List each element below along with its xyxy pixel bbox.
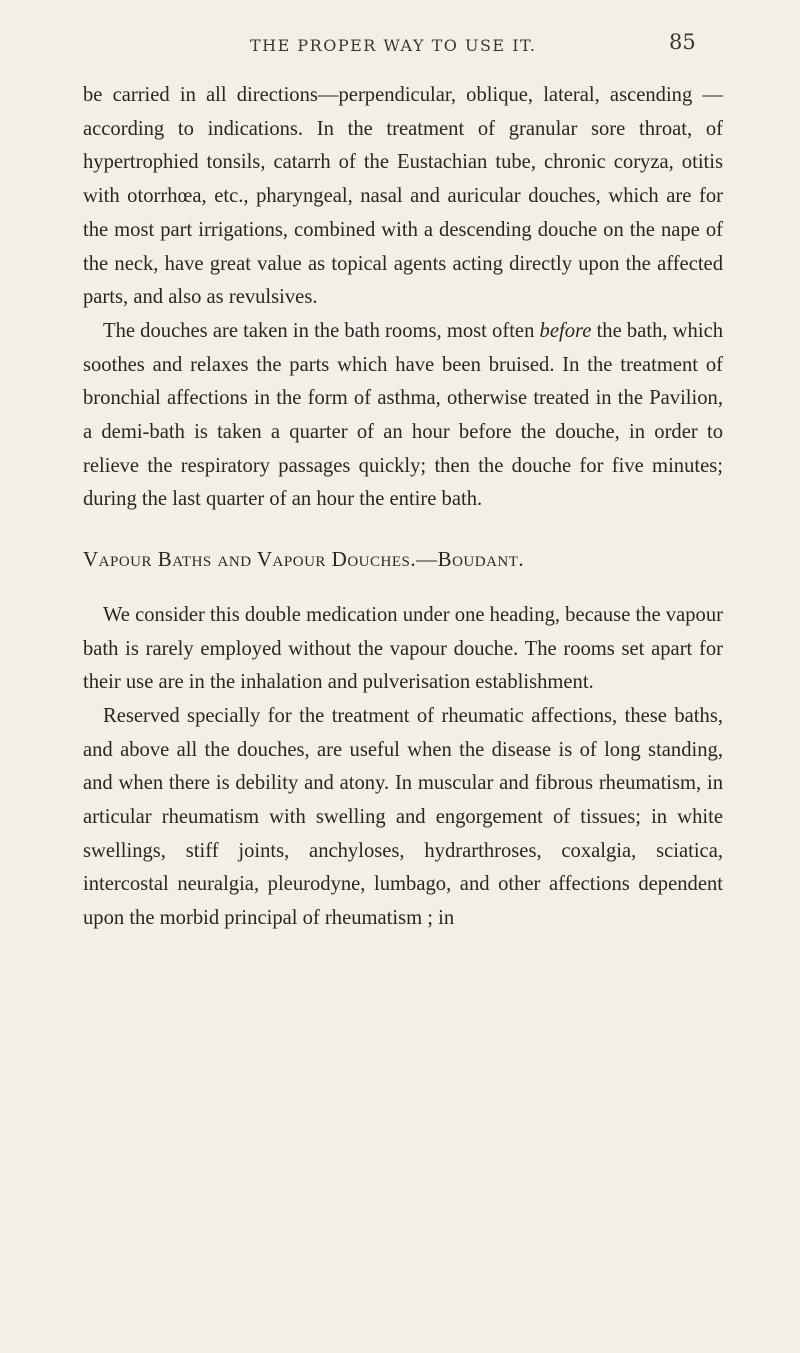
paragraph-douches [83,315,723,517]
paragraph-douches-end: the bath, which soothes and relaxes the parts which have been bruised. In the treatment of bronchial affections in the form of asthma, otherwise treated in the Pavilion, a demi-bath is taken a quarter of an hour before the douche, in order to relieve the respiratory passages quickly; then the douche for five minutes; during the last quarter of an hour the entire bath. [83,319,724,511]
paragraph-rheumatic: Reserved specially for the treatment of rheumatic affections, these baths, and above all the douches, are useful when the disease is of long standing, and when there is debility and atony. In muscular and fibrous rheumatism, in articular rheumatism with swelling and engorgement of tissues; in white swellings, stiff joints, anchyloses, hydrarthroses, coxalgia, sciatica, intercostal neuralgia, pleurodyne, lumbago, and other affections dependent upon the morbid principal of rheumatism ; in [83,704,723,930]
section-heading: Vapour Baths and Vapour Douches.—Boudant. [83,547,525,572]
emphasis-before: before [539,319,592,342]
paragraph-continuation: be carried in all directions—perpendicular, oblique, lateral, ascending — according to indications. In the treatment of granular sore throat, of hypertrophied tonsils, catarrh of the Eustachian tube, chronic coryza, otitis with otorrhœa, etc., pharyngeal, nasal and auricular douches, which are for the most part irrigations, combined with a descending douche on the nape of the neck, have great value as topical agents acting directly upon the affected parts, and also as revulsives. [83,84,723,309]
page-number: 85 [669,30,696,54]
paragraph-douches-start: The douches are taken in the bath rooms, most often [103,319,535,342]
body-text [83,79,723,936]
paragraph-vapour-intro: We consider this double medication under one heading, because the vapour bath is rarely employed without the vapour douche. The rooms set apart for their use are in the inhalation and pulverisation establishment. [83,603,723,694]
running-head: THE PROPER WAY TO USE IT. [250,36,537,55]
